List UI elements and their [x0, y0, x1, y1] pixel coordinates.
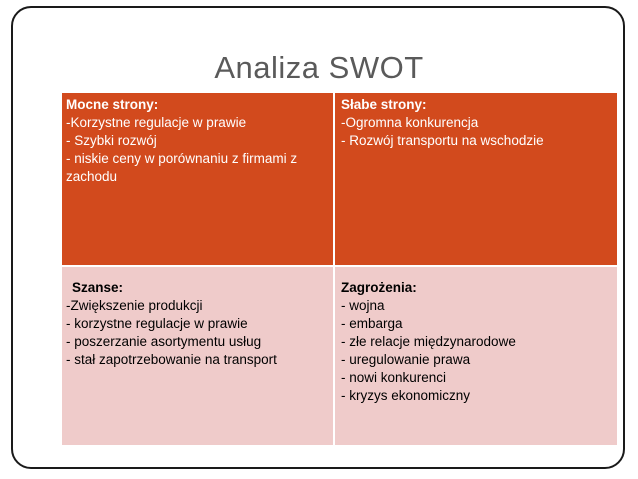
threats-item: - nowi konkurenci: [341, 370, 447, 385]
weaknesses-cell: [335, 93, 617, 267]
weaknesses-item: - Rozwój transportu na wschodzie: [341, 133, 544, 148]
opportunities-item: - poszerzanie asortymentu usług: [66, 334, 262, 349]
threats-item: - złe relacje międzynarodowe: [341, 334, 516, 349]
weaknesses-item: -Ogromna konkurencja: [341, 115, 479, 130]
opportunities-item: -Zwiększenie produkcji: [66, 298, 203, 313]
strengths-item: -Korzystne regulacje w prawie: [66, 115, 247, 130]
opportunities-item: - korzystne regulacje w prawie: [66, 316, 248, 331]
opportunities-heading: Szanse:: [72, 280, 124, 295]
threats-item: - wojna: [341, 298, 385, 313]
swot-table: [62, 93, 617, 445]
strengths-item: - Szybki rozwój: [66, 133, 157, 148]
weaknesses-heading: Słabe strony:: [341, 97, 427, 112]
threats-item: - embarga: [341, 316, 403, 331]
strengths-cell: [62, 93, 335, 267]
strengths-heading: Mocne strony:: [66, 97, 159, 112]
threats-item: - kryzys ekonomiczny: [341, 388, 471, 403]
slide-title: Analiza SWOT: [214, 50, 424, 85]
strengths-item: - niskie ceny w porównaniu z firmami z zachodu: [66, 151, 301, 184]
opportunities-cell: [62, 267, 335, 445]
threats-item: - uregulowanie prawa: [341, 352, 471, 367]
threats-cell: [335, 267, 617, 445]
opportunities-item: - stał zapotrzebowanie na transport: [66, 352, 277, 367]
threats-heading: Zagrożenia:: [341, 280, 417, 295]
